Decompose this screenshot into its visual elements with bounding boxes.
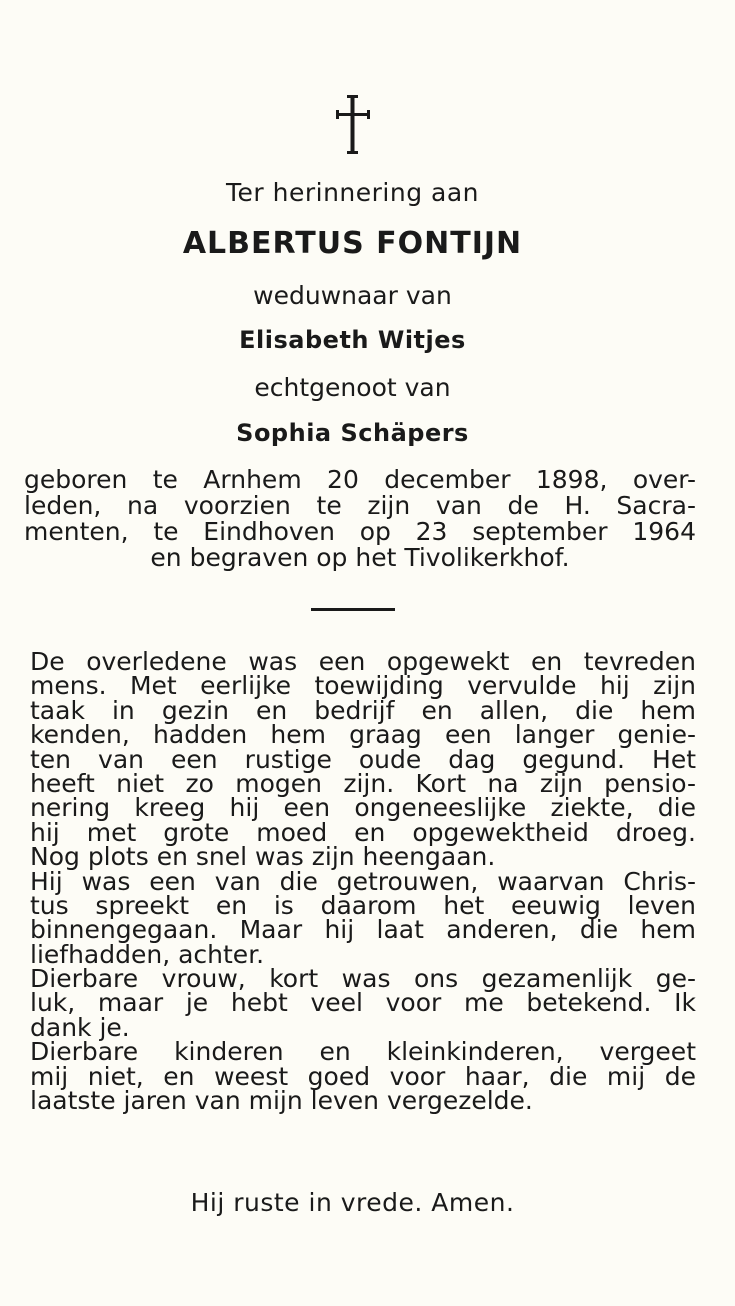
text-line: taak in gezin en bedrijf en allen, die hem [30, 695, 696, 725]
text-line: Nog plots en snel was zijn heengaan. [30, 842, 496, 872]
spouse-second: Sophia Schäpers [236, 419, 469, 447]
text-line: mens. Met eerlijke toewijding vervulde hij zijn [30, 671, 696, 701]
spouse-first: Elisabeth Witjes [239, 326, 466, 354]
text-line: mij niet, en weest goed voor haar, die mij de [30, 1061, 696, 1091]
relation-widower: weduwnaar van [253, 281, 452, 310]
intro-text: Ter herinnering aan [225, 178, 480, 207]
cross-icon [0, 95, 705, 161]
text-line: Dierbare kinderen en kleinkinderen, vergeet [30, 1037, 696, 1067]
text-line: ten van een rustige oude dag gegund. Het [30, 744, 696, 774]
text-line: liefhadden, achter. [30, 939, 265, 969]
text-line: hij met grote moed en opgewektheid droeg. [30, 817, 696, 847]
bio-line: menten, te Eindhoven op 23 september 1964 [24, 517, 696, 546]
text-line: dank je. [30, 1012, 130, 1042]
text-line: Hij was een van die getrouwen, waarvan Chris- [30, 866, 696, 896]
text-line: tus spreekt en is daarom het eeuwig leven [30, 890, 696, 920]
text-line: heeft niet zo mogen zijn. Kort na zijn pensio- [30, 768, 696, 798]
divider [311, 608, 395, 611]
closing-prayer: Hij ruste in vrede. Amen. [190, 1188, 515, 1217]
text-line: Dierbare vrouw, kort was ons gezamenlijk ge- [30, 964, 696, 994]
text-line: laatste jaren van mijn leven vergezelde. [30, 1086, 533, 1116]
text-line: binnengegaan. Maar hij laat anderen, die hem [30, 915, 696, 945]
bio-line: geboren te Arnhem 20 december 1898, over- [24, 465, 696, 494]
bio-line: leden, na voorzien te zijn van de H. Sacra- [24, 491, 696, 520]
deceased-name: ALBERTUS FONTIJN [182, 226, 523, 261]
text-line: luk, maar je hebt veel voor me betekend. Ik [30, 988, 696, 1018]
biography [24, 467, 696, 571]
memorial-text [30, 647, 696, 1116]
text-line: De overledene was een opgewekt en tevreden [30, 647, 696, 676]
bio-line: en begraven op het Tivolikerkhof. [150, 543, 570, 572]
text-line: kenden, hadden hem graag een langer genie- [30, 720, 696, 750]
text-line: nering kreeg hij een ongeneeslijke ziekte, die [30, 793, 696, 823]
relation-husband: echtgenoot van [254, 373, 451, 402]
